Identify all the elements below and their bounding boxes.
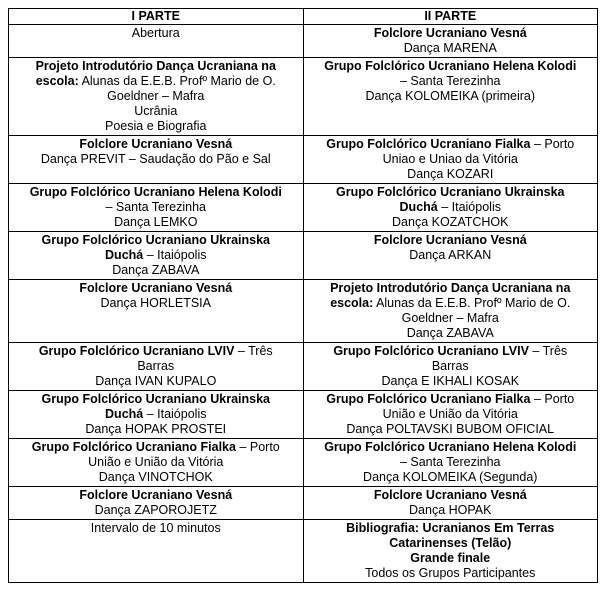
text-line: [310, 59, 592, 74]
bold-text: Grupo Folclórico Ucraniano Helena Kolodi: [324, 440, 577, 454]
bold-text: Duchá: [399, 200, 438, 214]
table-row: [9, 58, 598, 136]
regular-text: Abertura: [131, 26, 180, 40]
bold-text: Grupo Folclórico Ucraniano Helena Kolodi: [29, 185, 282, 199]
text-line: [15, 200, 297, 215]
regular-text: Dança HOPAK: [409, 503, 492, 517]
text-line: [310, 215, 592, 230]
text-line: [310, 296, 592, 311]
text-line: [310, 374, 592, 389]
regular-text: Dança IVAN KUPALO: [95, 374, 217, 388]
bold-text: Folclore Ucraniano Vesná: [373, 26, 527, 40]
regular-text: Dança PREVIT – Saudação do Pão e Sal: [40, 152, 271, 166]
text-line: [310, 407, 592, 422]
text-line: [310, 41, 592, 56]
regular-text: Alunas da E.E.B. Profº Mario de O.: [78, 74, 276, 88]
regular-text: – Santa Terezinha: [399, 74, 501, 88]
bold-text: Grupo Folclórico Ucraniano Fialka: [326, 392, 531, 406]
regular-text: – Três: [234, 344, 273, 358]
regular-text: Dança KOLOMEIKA (Segunda): [363, 470, 538, 484]
header-part-2: II PARTE: [303, 9, 598, 25]
regular-text: Dança VINOTCHOK: [98, 470, 213, 484]
regular-text: Intervalo de 10 minutos: [90, 521, 221, 535]
regular-text: Dança ZABAVA: [406, 326, 494, 340]
text-line: [15, 59, 297, 74]
table-cell-left: [9, 136, 304, 184]
text-line: [15, 281, 297, 296]
regular-text: Dança ARKAN: [409, 248, 492, 262]
table-row: [9, 391, 598, 439]
bold-text: Grupo Folclórico Ucraniano LVIV: [333, 344, 529, 358]
text-line: [310, 488, 592, 503]
regular-text: – Santa Terezinha: [399, 455, 501, 469]
text-line: [310, 422, 592, 437]
regular-text: Dança KOLOMEIKA (primeira): [365, 89, 535, 103]
regular-text: Goeldner – Mafra: [107, 89, 205, 103]
table-cell-right: [303, 232, 598, 280]
regular-text: Dança ZAPOROJETZ: [94, 503, 217, 517]
text-line: [15, 296, 297, 311]
table-cell-left: [9, 184, 304, 232]
table-cell-right: [303, 520, 598, 583]
table-row: [9, 280, 598, 343]
text-line: [310, 470, 592, 485]
bold-text: Bibliografia: Ucranianos Em Terras: [346, 521, 555, 535]
text-line: [310, 152, 592, 167]
bold-text: Duchá: [105, 248, 144, 262]
bold-text: Grupo Folclórico Ucraniano Ukrainska: [41, 392, 271, 406]
regular-text: Barras: [137, 359, 175, 373]
regular-text: Dança ZABAVA: [112, 263, 200, 277]
text-line: [310, 551, 592, 566]
bold-text: Grupo Folclórico Ucraniano Ukrainska: [335, 185, 565, 199]
text-line: [15, 263, 297, 278]
table-row: [9, 343, 598, 391]
text-line: [15, 455, 297, 470]
header-row: [9, 9, 598, 25]
bold-text: Grupo Folclórico Ucraniano Fialka: [31, 440, 236, 454]
text-line: [310, 455, 592, 470]
header-part-1: I PARTE: [9, 9, 304, 25]
regular-text: Ucrânia: [134, 104, 178, 118]
text-line: [15, 344, 297, 359]
table-cell-left: [9, 520, 304, 583]
table-cell-left: [9, 439, 304, 487]
text-line: [310, 311, 592, 326]
text-line: [15, 374, 297, 389]
table-cell-left: [9, 391, 304, 439]
text-line: [15, 422, 297, 437]
text-line: [310, 137, 592, 152]
regular-text: Barras: [431, 359, 469, 373]
text-line: [310, 26, 592, 41]
regular-text: Goeldner – Mafra: [401, 311, 499, 325]
text-line: [310, 89, 592, 104]
bold-text: Catarinenses (Telão): [389, 536, 512, 550]
regular-text: Dança HOPAK PROSTEI: [85, 422, 227, 436]
text-line: [15, 119, 297, 134]
regular-text: Dança POLTAVSKI BUBOM OFICIAL: [346, 422, 555, 436]
regular-text: Dança MARENA: [403, 41, 497, 55]
text-line: [310, 536, 592, 551]
regular-text: Dança KOZATCHOK: [392, 215, 509, 229]
text-line: [15, 248, 297, 263]
program-table-body: [9, 25, 598, 583]
table-row: [9, 136, 598, 184]
table-cell-left: [9, 280, 304, 343]
table-cell-right: [303, 391, 598, 439]
text-line: [15, 167, 297, 182]
table-row: [9, 25, 598, 58]
text-line: [15, 74, 297, 89]
bold-text: Grupo Folclórico Ucraniano Fialka: [326, 137, 531, 151]
program-table-head: [9, 9, 598, 25]
regular-text: Uniao e Uniao da Vitória: [382, 152, 518, 166]
text-line: [15, 152, 297, 167]
text-line: [15, 233, 297, 248]
text-line: [15, 215, 297, 230]
bold-text: Folclore Ucraniano Vesná: [79, 488, 233, 502]
text-line: [310, 281, 592, 296]
text-line: [310, 200, 592, 215]
table-cell-right: [303, 184, 598, 232]
text-line: [310, 359, 592, 374]
table-cell-left: [9, 58, 304, 136]
text-line: [310, 521, 592, 536]
bold-text: Folclore Ucraniano Vesná: [79, 137, 233, 151]
text-line: [15, 26, 297, 41]
regular-text: Dança KOZARI: [407, 167, 494, 181]
table-cell-right: [303, 58, 598, 136]
text-line: [15, 185, 297, 200]
regular-text: – Itaiópolis: [143, 248, 207, 262]
program-table: [8, 8, 598, 583]
table-cell-right: [303, 343, 598, 391]
table-cell-right: [303, 136, 598, 184]
table-cell-right: [303, 25, 598, 58]
text-line: [310, 248, 592, 263]
text-line: [310, 344, 592, 359]
text-line: [310, 503, 592, 518]
regular-text: União e União da Vitória: [382, 407, 518, 421]
regular-text: Dança LEMKO: [114, 215, 198, 229]
regular-text: Dança HORLETSIA: [100, 296, 211, 310]
regular-text: Dança E IKHALI KOSAK: [381, 374, 520, 388]
table-cell-right: [303, 280, 598, 343]
text-line: [310, 566, 592, 581]
bold-text: escola:: [35, 74, 79, 88]
table-cell-left: [9, 232, 304, 280]
text-line: [15, 503, 297, 518]
bold-text: Duchá: [105, 407, 144, 421]
bold-text: escola:: [330, 296, 374, 310]
regular-text: – Itaiópolis: [437, 200, 501, 214]
text-line: [310, 167, 592, 182]
bold-text: Folclore Ucraniano Vesná: [373, 233, 527, 247]
bold-text: Folclore Ucraniano Vesná: [79, 281, 233, 295]
table-cell-left: [9, 25, 304, 58]
text-line: [310, 185, 592, 200]
text-line: [15, 407, 297, 422]
text-line: [15, 104, 297, 119]
regular-text: – Porto: [530, 137, 575, 151]
bold-text: Grupo Folclórico Ucraniano LVIV: [38, 344, 235, 358]
text-line: [310, 263, 592, 278]
table-row: [9, 487, 598, 520]
regular-text: – Porto: [235, 440, 280, 454]
text-line: [310, 392, 592, 407]
table-row: [9, 184, 598, 232]
table-cell-left: [9, 487, 304, 520]
table-row: [9, 439, 598, 487]
text-line: [15, 89, 297, 104]
table-cell-right: [303, 487, 598, 520]
text-line: [15, 359, 297, 374]
regular-text: – Santa Terezinha: [105, 200, 207, 214]
bold-text: Folclore Ucraniano Vesná: [373, 488, 527, 502]
text-line: [15, 440, 297, 455]
regular-text: – Itaiópolis: [143, 407, 207, 421]
regular-text: – Porto: [530, 392, 575, 406]
regular-text: Todos os Grupos Participantes: [365, 566, 536, 580]
text-line: [15, 488, 297, 503]
text-line: [15, 392, 297, 407]
regular-text: – Três: [528, 344, 568, 358]
text-line: [310, 74, 592, 89]
table-row: [9, 520, 598, 583]
text-line: [310, 326, 592, 341]
regular-text: União e União da Vitória: [88, 455, 224, 469]
bold-text: Grupo Folclórico Ucraniano Helena Kolodi: [324, 59, 577, 73]
table-cell-right: [303, 439, 598, 487]
text-line: [15, 137, 297, 152]
text-line: [15, 470, 297, 485]
table-row: [9, 232, 598, 280]
table-cell-left: [9, 343, 304, 391]
text-line: [15, 521, 297, 536]
bold-text: Projeto Introdutório Dança Ucraniana na: [330, 281, 571, 295]
regular-text: Alunas da E.E.B. Profº Mario de O.: [373, 296, 571, 310]
text-line: [310, 440, 592, 455]
bold-text: Projeto Introdutório Dança Ucraniana na: [35, 59, 276, 73]
regular-text: Poesia e Biografia: [105, 119, 207, 133]
text-line: [310, 233, 592, 248]
bold-text: Grande finale: [410, 551, 491, 565]
bold-text: Grupo Folclórico Ucraniano Ukrainska: [41, 233, 271, 247]
